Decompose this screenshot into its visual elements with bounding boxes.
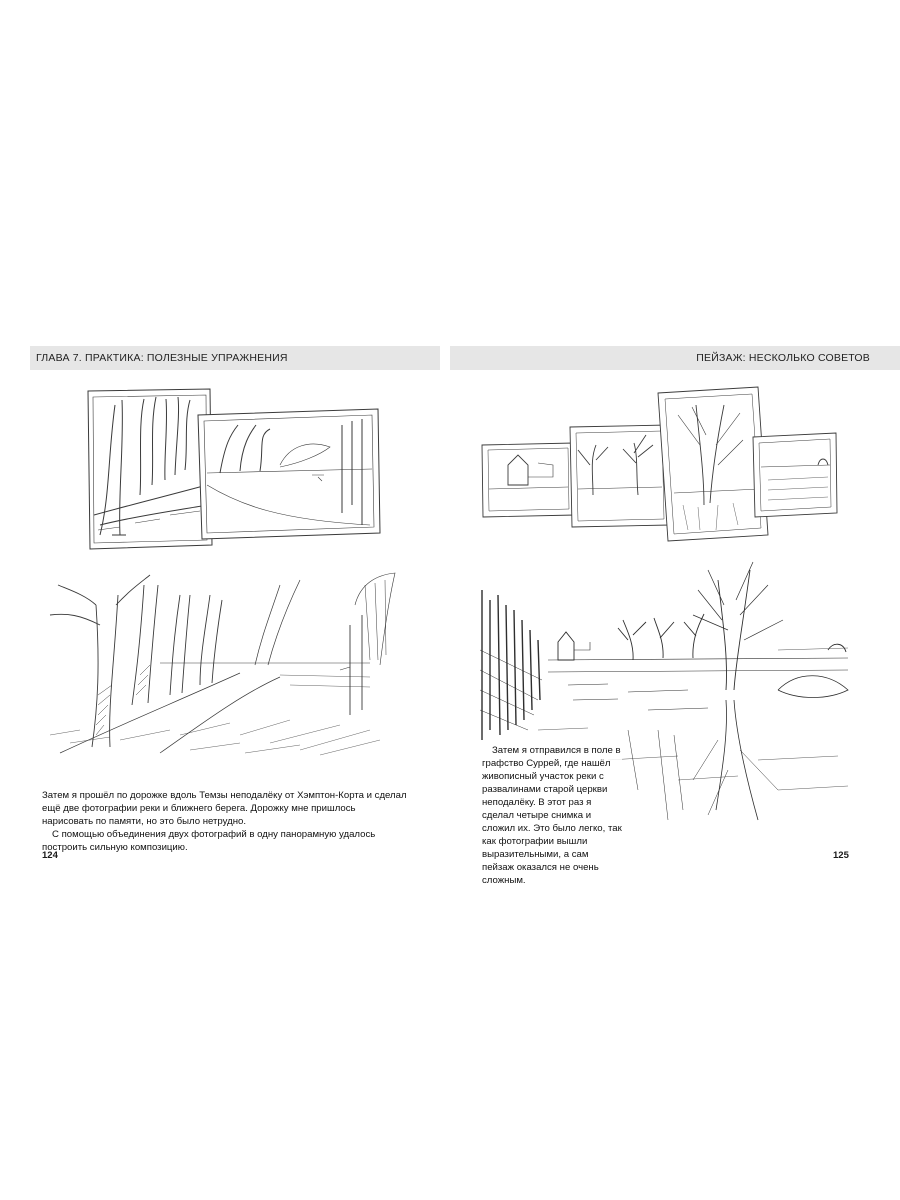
- sketch-panorama-thames: [40, 565, 415, 760]
- chapter-header: ГЛАВА 7. ПРАКТИКА: ПОЛЕЗНЫЕ УПРАЖНЕНИЯ: [30, 346, 440, 370]
- sketch-photo-collage-right: [478, 385, 838, 545]
- right-paragraph-1: Затем я отправился в поле в графство Суррей, где нашёл живописный участок реки с развалинами старой церкви неподалёку. В этот раз я сделал четыре снимка и сложил их. Это было легко, так как фотографии вышли выразительными, а сам пейзаж оказался не очень сложным.: [482, 745, 622, 886]
- left-paragraph-2: С помощью объединения двух фотографий в одну панорамную удалось построить сильную композицию.: [42, 829, 376, 853]
- page-number-left: 124: [42, 850, 58, 861]
- page-number-right: 125: [833, 850, 849, 861]
- right-page: [450, 0, 900, 1200]
- left-body-text: [42, 789, 407, 854]
- section-header: ПЕЙЗАЖ: НЕСКОЛЬКО СОВЕТОВ: [450, 346, 900, 370]
- right-body-text: [480, 742, 622, 889]
- sketch-photo-collage-left: [80, 385, 390, 555]
- left-paragraph-1: Затем я прошёл по дорожке вдоль Темзы неподалёку от Хэмптон-Корта и сделал ещё две фотографии реки и ближнего берега. Дорожку мне пришлось нарисовать по памяти, но это было нетрудно.: [42, 790, 407, 827]
